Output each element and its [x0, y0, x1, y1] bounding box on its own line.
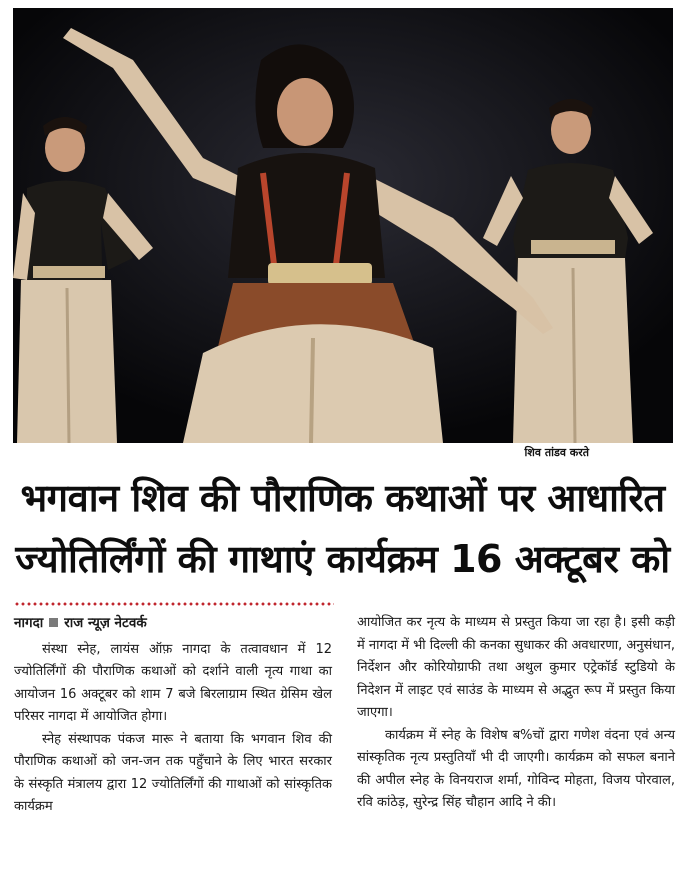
headline-line-2: ज्योतिर्लिंगों की गाथाएं कार्यक्रम 16 अक्टूबर को	[15, 537, 670, 581]
dance-photo	[13, 8, 673, 443]
photo-caption: शिव तांडव करते	[524, 446, 589, 459]
square-bullet-icon	[49, 618, 58, 627]
article-paragraph-4: कार्यक्रम में स्नेह के विशेष ब%चों द्वारा गणेश वंदना एवं अन्य सांस्कृतिक नृत्य प्रस्तुतियाँ भी दी जाएगी। कार्यक्रम को सफल बनाने की अपील स्नेह के विनयराज शर्मा, गोविन्द मोहता, विजय पोरवाल, रवि कांठेड़, सुरेन्द्र सिंह चौहान आदि ने की।	[357, 727, 675, 810]
headline-line-1: भगवान शिव की पौराणिक कथाओं पर आधारित	[20, 476, 665, 520]
byline	[14, 612, 332, 635]
byline-place: नागदा	[14, 615, 44, 631]
article-paragraph-2: स्नेह संस्थापक पंकज मारू ने बताया कि भगवान शिव की पौराणिक कथाओं को जन-जन तक पहुँचाने के लिए भारत सरकार के संस्कृति मंत्रालय द्वारा 12 ज्योतिर्लिंगों की गाथाओं को सांस्कृतिक कार्यक्रम	[14, 731, 332, 814]
article-column-right	[357, 612, 675, 815]
article-paragraph-1: संस्था स्नेह, लायंस ऑफ़ नागदा के तत्वावधान में 12 ज्योतिर्लिंगों की पौराणिक कथाओं को दर्शाने वाली नृत्य गाथा का आयोजन 16 अक्टूबर को शाम 7 बजे बिरलाग्राम स्थित ग्रेसिम खेल परिसर नागदा में आयोजित होगा।	[14, 641, 332, 724]
dotted-divider	[14, 602, 334, 606]
dance-photo-illustration	[13, 8, 673, 443]
article-paragraph-3: आयोजित कर नृत्य के माध्यम से प्रस्तुत किया जा रहा है। इसी कड़ी में नागदा में भी दिल्ली की कनका सुधाकर की अवधारणा, अनुसंधान, निर्देशन और कोरियोग्राफी तथा अथुल कुमार एट्रेकॉर्ड स्टुडियो के निदेशन में लाइट एवं साउंड के माध्यम से अद्भुत रूप में प्रस्तुत किया जाएगा।	[357, 615, 675, 720]
article-column-left	[14, 612, 332, 819]
byline-agency: राज न्यूज़ नेटवर्क	[64, 615, 147, 631]
